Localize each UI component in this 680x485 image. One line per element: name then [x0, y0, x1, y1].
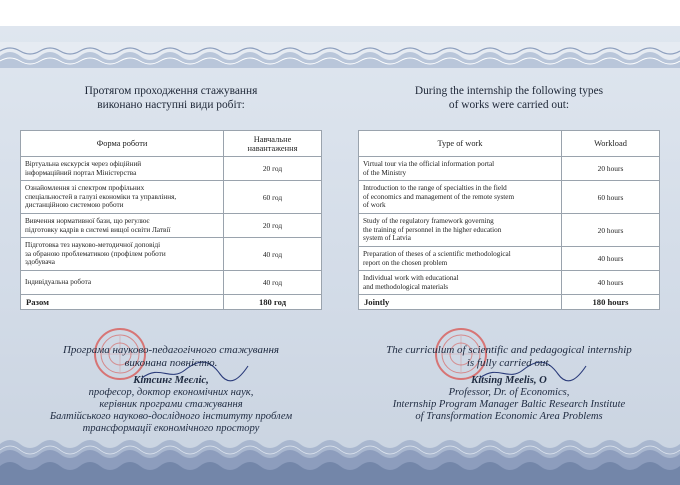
- total-row: [359, 295, 660, 310]
- work-type-cell: Ознайомлення зі спектром профільних спеціальностей в галузі економіки та управління, дистанційною системою роботи: [21, 181, 224, 214]
- total-value: 180 год: [224, 295, 322, 310]
- english-closing-statement: The curriculum of scientific and pedagogical internship is fully carried out.: [386, 344, 632, 369]
- top-wave-ornament: [0, 42, 680, 68]
- table-header-row: [359, 131, 660, 157]
- workload-cell: 20 hours: [562, 214, 660, 247]
- table-row: [21, 271, 322, 295]
- english-works-table: [358, 130, 660, 310]
- table-row: [359, 181, 660, 214]
- table-row: [359, 157, 660, 181]
- workload-cell: 40 hours: [562, 247, 660, 271]
- bottom-wave-ornament: [0, 434, 680, 485]
- total-row: [21, 295, 322, 310]
- column-header: Workload: [562, 131, 660, 157]
- english-intro: During the internship the following types of works were carried out:: [414, 85, 604, 111]
- table-row: [359, 214, 660, 247]
- table-row: [359, 247, 660, 271]
- work-type-cell: Individual work with educational and methodological materials: [359, 271, 562, 295]
- english-signatory: Kitsing Meelis, O Professor, Dr. of Economics, Internship Program Manager Baltic Research Institute of Transformation Economic Area Problems: [392, 375, 626, 422]
- column-header: Навчальне навантаження: [224, 131, 322, 157]
- table-row: [21, 157, 322, 181]
- work-type-cell: Virtual tour via the official information portal of the Ministry: [359, 157, 562, 181]
- workload-cell: 40 год: [224, 238, 322, 271]
- work-type-cell: Віртуальна екскурсія через офіційний інформаційний портал Міністерства: [21, 157, 224, 181]
- work-type-cell: Підготовка тез науково-методичної доповіді за обраною проблематикою (профілем роботи здобувача: [21, 238, 224, 271]
- work-type-cell: Study of the regulatory framework governing the training of personnel in the higher education system of Latvia: [359, 214, 562, 247]
- workload-cell: 20 год: [224, 157, 322, 181]
- workload-cell: 40 hours: [562, 271, 660, 295]
- total-label: Jointly: [359, 295, 562, 310]
- column-header: Форма роботи: [21, 131, 224, 157]
- workload-cell: 60 год: [224, 181, 322, 214]
- total-value: 180 hours: [562, 295, 660, 310]
- work-type-cell: Індивідуальна робота: [21, 271, 224, 295]
- total-label: Разом: [21, 295, 224, 310]
- work-type-cell: Introduction to the range of specialties in the field of economics and management of the remote system of work: [359, 181, 562, 214]
- ukrainian-signatory: Кітсинг Меєліс, професор, доктор економічних наук, керівник програми стажування Балтійського науково-дослідного інституту проблем трансформації економічного простору: [49, 375, 293, 434]
- ukrainian-intro: Протягом проходження стажування виконано наступні види робіт:: [84, 85, 258, 111]
- workload-cell: 40 год: [224, 271, 322, 295]
- work-type-cell: Вивчення нормативної бази, що регулює підготовку кадрів в системі вищої освіти Латвії: [21, 214, 224, 238]
- table-row: [21, 238, 322, 271]
- column-header: Type of work: [359, 131, 562, 157]
- table-row: [21, 214, 322, 238]
- table-row: [21, 181, 322, 214]
- ukrainian-works-table: [20, 130, 322, 310]
- english-column: [358, 84, 660, 310]
- workload-cell: 60 hours: [562, 181, 660, 214]
- table-header-row: [21, 131, 322, 157]
- top-margin: [0, 0, 680, 26]
- ukrainian-column: [20, 84, 322, 310]
- workload-cell: 20 hours: [562, 157, 660, 181]
- table-row: [359, 271, 660, 295]
- workload-cell: 20 год: [224, 214, 322, 238]
- certificate-page: [0, 26, 680, 485]
- work-type-cell: Preparation of theses of a scientific methodological report on the chosen problem: [359, 247, 562, 271]
- ukrainian-closing-statement: Програма науково-педагогічного стажування виконана повністю.: [62, 344, 280, 369]
